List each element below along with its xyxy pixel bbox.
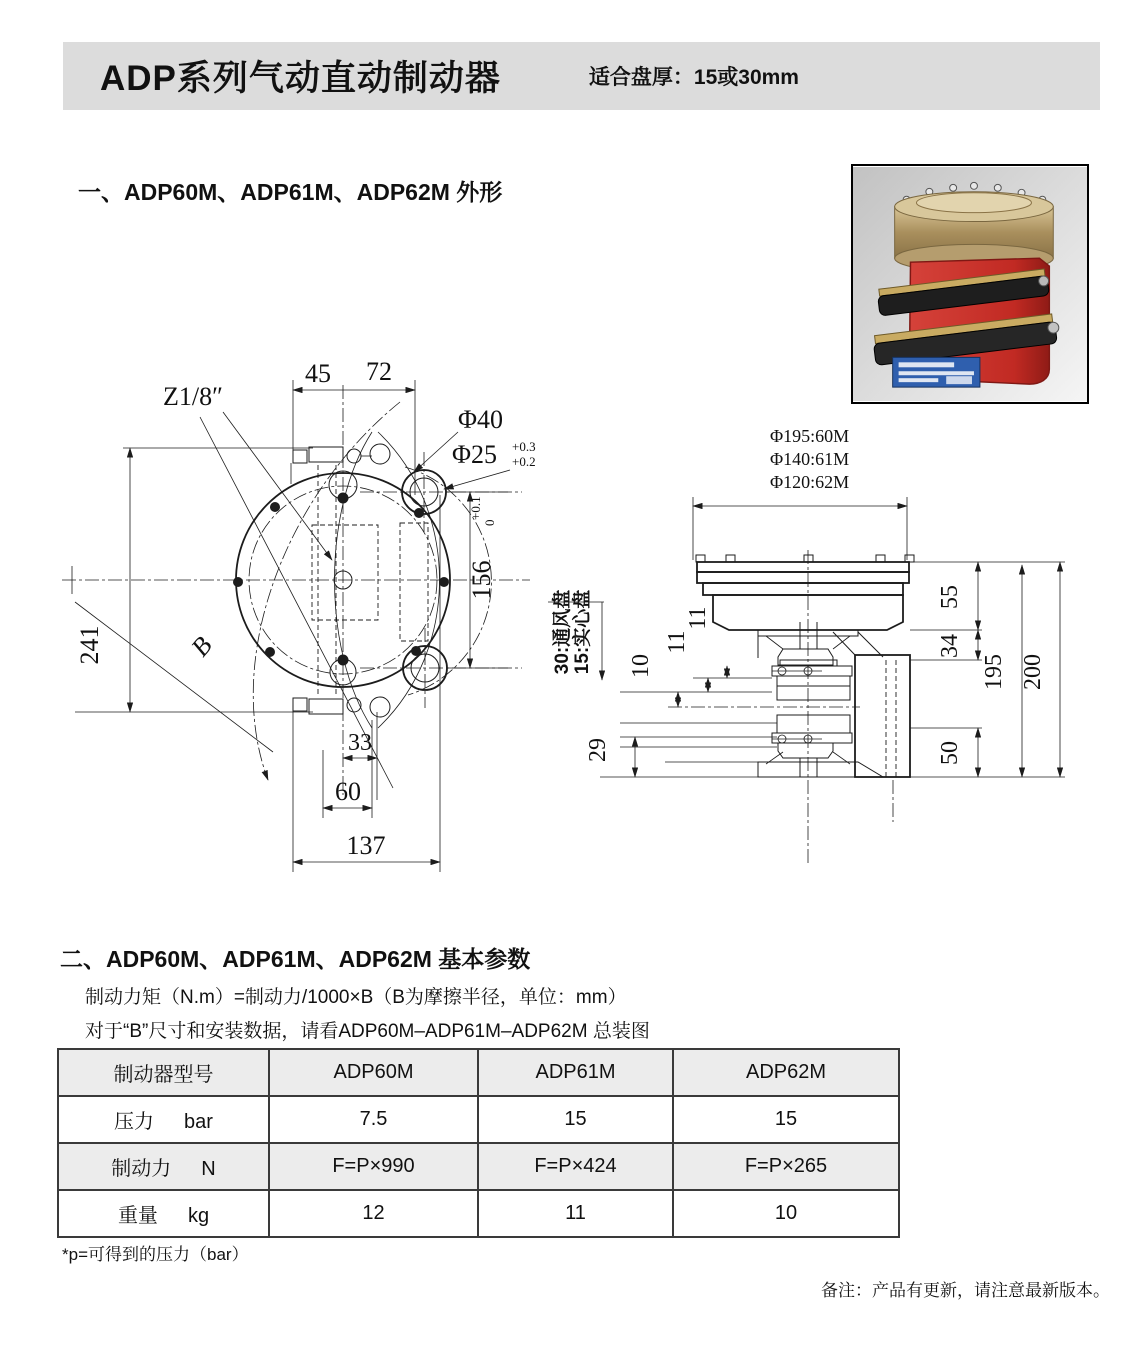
dim-156-tol-up: +0.1 (468, 496, 483, 520)
dia-60m: Φ195:60M (770, 426, 850, 446)
side-view (548, 426, 1065, 865)
dim-241: 241 (75, 625, 104, 665)
version-remark: 备注：产品有更新，请注意最新版本。 (821, 1281, 1110, 1300)
table-row-pressure (58, 1096, 899, 1143)
dim-156: 156 (467, 560, 496, 600)
table-row-force (58, 1143, 899, 1190)
disc-note-ventilated: 30:通风盘 (552, 589, 573, 675)
table-header-row (58, 1049, 899, 1096)
dia-62m: Φ120:62M (770, 472, 850, 492)
table-row-weight (58, 1190, 899, 1237)
technical-drawing (60, 360, 1100, 900)
dim-phi40: Φ40 (458, 405, 504, 434)
cell-value: 12 (269, 1190, 478, 1237)
flange (696, 555, 914, 595)
front-view (62, 360, 536, 872)
air-fitting-bottom (293, 697, 390, 717)
header-bar (63, 42, 1100, 110)
dim-45: 45 (305, 360, 331, 388)
dim-10: 10 (628, 654, 654, 678)
row-unit: bar (184, 1111, 213, 1133)
dim-B: B (185, 631, 218, 662)
dim-11b: 11 (664, 630, 690, 654)
row-label: 压力 (114, 1111, 155, 1133)
section1-title: 一、ADP60M、ADP61M、ADP62M 外形 (78, 179, 503, 205)
col-model-label: 制动器型号 (58, 1049, 269, 1096)
dim-phi25-tol-up: +0.3 (512, 439, 536, 454)
dim-72: 72 (366, 360, 392, 386)
disc-thickness-note: 适合盘厚：15或30mm (588, 66, 799, 89)
cell-value: 7.5 (269, 1096, 478, 1143)
cell-value: F=P×424 (478, 1143, 673, 1190)
cell-value: F=P×265 (673, 1143, 899, 1190)
cell-value: F=P×990 (269, 1143, 478, 1190)
dim-phi25-tol-dn: +0.2 (512, 454, 536, 469)
dim-60: 60 (335, 777, 361, 806)
b-dimension-note: 对于“B”尺寸和安装数据，请看ADP60M–ADP61M–ADP62M 总装图 (85, 1021, 650, 1042)
col-adp61m: ADP61M (478, 1049, 673, 1096)
col-adp60m: ADP60M (269, 1049, 478, 1096)
cell-value: 15 (478, 1096, 673, 1143)
disc-note-solid: 15:实心盘 (572, 589, 593, 675)
torque-formula: 制动力矩（N.m）=制动力/1000×B（B为摩擦半径，单位：mm） (85, 987, 627, 1008)
row-label: 重量 (117, 1205, 158, 1227)
dim-phi25: Φ25 (452, 440, 498, 469)
col-adp62m: ADP62M (673, 1049, 899, 1096)
section2-title: 二、ADP60M、ADP61M、ADP62M 基本参数 (60, 946, 531, 972)
dim-11a: 11 (685, 606, 711, 630)
upper-pad (772, 660, 852, 700)
dim-33: 33 (348, 730, 372, 756)
row-label: 制动力 (111, 1158, 172, 1180)
dim-55: 55 (937, 585, 963, 609)
dim-34: 34 (937, 634, 963, 658)
bolt-dots (233, 493, 449, 666)
dim-50: 50 (937, 741, 963, 765)
dia-61m: Φ140:61M (770, 449, 850, 469)
dim-29: 29 (585, 738, 611, 762)
dim-156-tol-dn: 0 (482, 519, 497, 526)
dim-137: 137 (346, 831, 386, 860)
row-unit: N (201, 1158, 216, 1180)
page-title: ADP系列气动直动制动器 (100, 59, 501, 98)
row-unit: kg (187, 1205, 210, 1227)
pressure-footnote: *p=可得到的压力（bar） (62, 1245, 249, 1264)
cell-value: 11 (478, 1190, 673, 1237)
dim-200: 200 (1020, 654, 1046, 690)
dim-195: 195 (981, 654, 1007, 690)
cell-value: 15 (673, 1096, 899, 1143)
dim-thread: Z1/8″ (163, 382, 223, 411)
lower-pad (772, 715, 852, 758)
parameters-table (57, 1048, 900, 1238)
cell-value: 10 (673, 1190, 899, 1237)
